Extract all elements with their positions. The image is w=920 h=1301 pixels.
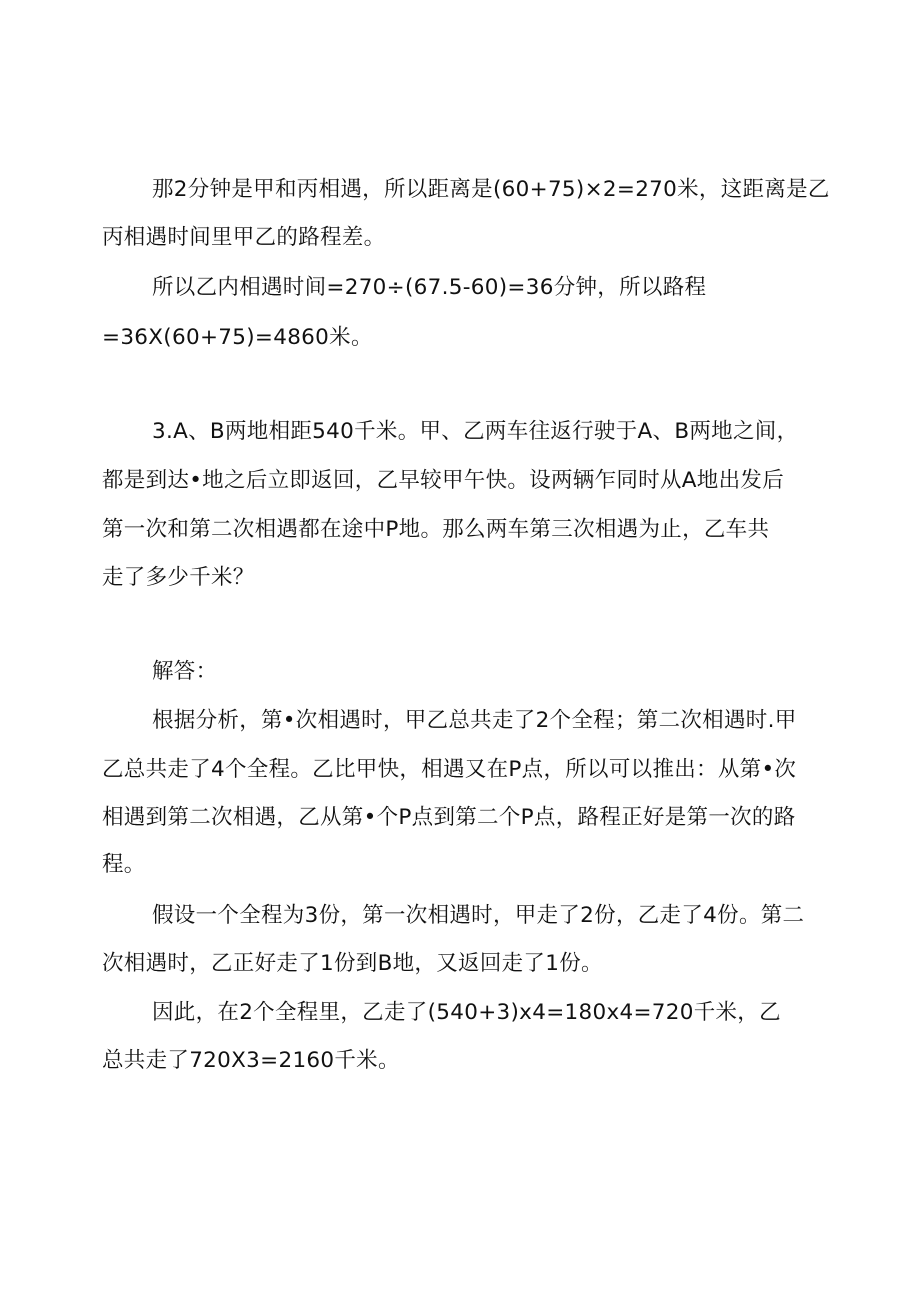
question-line: 3.A、B两地相距540千米。甲、乙两车往返行驶于A、B两地之间， (152, 419, 799, 444)
answer-line: 相遇到第二次相遇，乙从第•个P点到第二个P点，路程正好是第一次的路 (102, 805, 796, 830)
answer-line: 根据分析，第•次相遇时，甲乙总共走了2个全程；第二次相遇时.甲 (152, 708, 797, 733)
answer-line: 次相遇时，乙正好走了1份到B地，又返回走了1份。 (102, 951, 603, 976)
answer-line: 假设一个全程为3份，第一次相遇时，甲走了2份，乙走了4份。第二 (152, 903, 805, 928)
text-line: 所以乙内相遇时间=270÷(67.5-60)=36分钟，所以路程 (152, 275, 707, 300)
answer-line: 程。 (102, 852, 146, 877)
answer-line: 总共走了720X3=2160千米。 (102, 1048, 400, 1073)
answer-heading: 解答： (152, 659, 218, 684)
text-line: =36X(60+75)=4860米。 (102, 325, 373, 350)
answer-line: 乙总共走了4个全程。乙比甲快，相遇又在P点，所以可以推出：从第•次 (102, 757, 797, 782)
text-line: 丙相遇时间里甲乙的路程差。 (102, 225, 386, 250)
question-line: 走了多少千米？ (102, 565, 255, 590)
answer-line: 因此，在2个全程里，乙走了(540+3)x4=180x4=720千米，乙 (152, 1000, 781, 1025)
text-line: 那2分钟是甲和丙相遇，所以距离是(60+75)×2=270米，这距离是乙 (152, 177, 830, 202)
question-line: 都是到达•地之后立即返回，乙早较甲午快。设两辆乍同时从A地出发后 (102, 468, 784, 493)
question-line: 第一次和第二次相遇都在途中P地。那么两车第三次相遇为止，乙车共 (102, 517, 770, 542)
